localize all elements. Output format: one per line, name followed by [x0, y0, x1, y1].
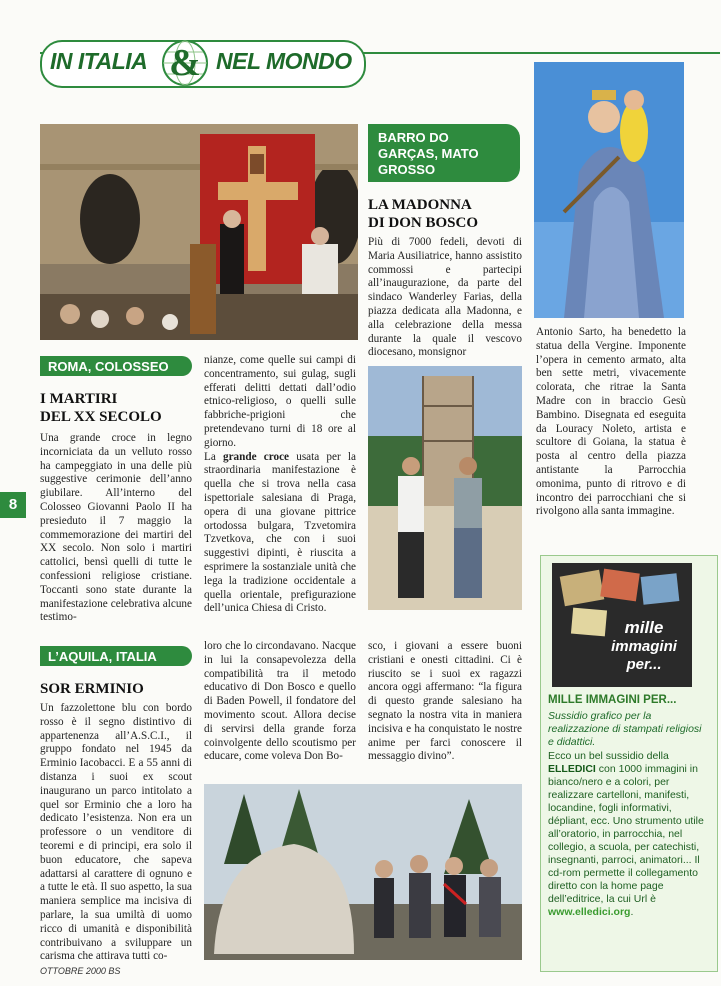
sidebar-title: MILLE IMMAGINI PER... [548, 694, 677, 706]
sidebar-brand: ELLEDICI [548, 763, 596, 775]
label-barro-line2: GARÇAS, MATO [378, 146, 479, 161]
colosseum-photo [40, 124, 358, 340]
sidebar-body [548, 750, 710, 919]
header-title-right: NEL MONDO [216, 48, 352, 74]
roma-text-bold: grande croce [223, 450, 290, 463]
globe-ampersand-icon [160, 38, 210, 88]
header-amp: & [169, 42, 201, 84]
title-madonna [368, 196, 478, 232]
roma-text-col2 [204, 354, 356, 616]
sidebar-body-pre: Ecco un bel sussidio della [548, 750, 669, 762]
sidebar-subtitle: Sussidio grafico per la realizzazione di stampati religiosi e didattici. [548, 710, 702, 748]
title-martiri [40, 390, 162, 426]
madonna-statue-photo [534, 62, 684, 318]
roma-text-col2a: nianze, come quelle sui campi di concentramento, sui gulag, sugli efferati delitti dettati dall’odio etnico-religioso, o quelli sulle fabbriche-prigioni che pretendevano turni di 18 ore al giorno. [204, 354, 356, 449]
label-barro-line3: GROSSO [378, 162, 436, 177]
cd-text-line2: immagini [611, 638, 677, 655]
roma-text-col2b-post: usata per la straordinaria manifestazione è quella che si trova nella casa ispettoriale salesiana di Praga, opera di una giovane pittrice ortodossa bulgara, Tzvetomira Tzvetkova, che con i suoi suggestivi dipinti, è riuscita a esprimere la sostanziale unità che lega la tradizione occidentale a quella orientale, prefigurazione dell’unica Chiesa di Cristo. [204, 450, 356, 615]
label-barro [368, 124, 520, 182]
sidebar-url-link[interactable]: www.elledici.org [548, 906, 631, 918]
roma-text-col1: Una grande croce in legno incorniciata da un velluto rosso ha campeggiato in una delle più suggestive cerimonie dell’anno giubilare. All’interno del Colosseo Giovanni Paolo II ha presieduto il 7 maggio la commemorazione dei martiri del XX secolo. Non solo i martiri cattolici, bensì quelli di tutte le confessioni religiose cristiane. Toccanti sono state durante la manifestazione celebrativa alcune testimo- [40, 432, 192, 624]
title-martiri-line2: DEL XX SECOLO [40, 409, 162, 425]
label-barro-line1: BARRO DO [378, 130, 449, 145]
title-madonna-line2: DI DON BOSCO [368, 215, 479, 231]
statue-construction-photo [368, 366, 522, 610]
title-madonna-line1: LA MADONNA [368, 197, 472, 213]
aquila-text-col3: sco, i giovani a essere buoni cristiani e onesti cittadini. Ci è riuscito se i suoi ex ragazzi ancora oggi affermano: “la figura di questo grande salesiano ha segnato la nostra vita in maniera incisiva e ha conquistato le nostre anime per farci conoscere il messaggio divino”. [368, 640, 522, 763]
barro-text-col1: Più di 7000 fedeli, devoti di Maria Ausiliatrice, hanno assistito commossi e partecipi all’inaugurazione, da parte del sindaco Wanderley Farias, della piazza dedicata alla Madonna, e alla celebrazione della messa durante la quale il vescovo diocesano, monsignor [368, 236, 522, 359]
cd-text-line3: per... [626, 656, 662, 673]
footer-issue: OTTOBRE 2000 BS [40, 966, 121, 976]
sidebar-body-mid: con 1000 immagini in bianco/nero e a colori, per realizzare cartelloni, manifesti, locandine, fogli informativi, dépliant, ecc. Uno strumento utile all’oratorio, in parrocchia, nel collegio, a scuola, per catechisti, insegnanti, parroci, animatori... Il cd-rom permette il collegamento diretto con la home page dell’editrice, la cui Url è [548, 763, 704, 905]
aquila-text-col1: Un fazzolettone blu con bordo rosso è il segno distintivo di appartenenza all’A.S.C.I., il gruppo fondato nel 1945 da Erminio Iacobacci. E a 55 anni di distanza i suoi ex scout inaugurano un parco intitolato a quel sor Erminio che a loro ha dedicato l’esistenza. Non era un professore o un venditore di teoremi e di principi, era solo il buon educatore, che sapeva adattarsi al carattere di ognuno e a tutte le età. Il suo aspetto, la sua maniera semplice ma incisiva di parlare, la sua umiltà di uomo ricco di umanità e disponibilità contribuivano a sviluppare un carisma che attirava tutti co- [40, 702, 192, 963]
title-sor-erminio: SOR ERMINIO [40, 681, 144, 697]
barro-text-col2: Antonio Sarto, ha benedetto la statua della Vergine. Imponente l’opera in cemento armato, alta ben sette metri, vivacemente colorata, che ritrae la Santa Madre con in braccio Gesù Bambino. Disegnata ed eseguita da Louracy Noleto, artista e scultore di Goiana, la statua è posta al centro della piazza antistante la Parrocchia omonima, punto di ritrovo e di incontro dei parrocchiani che si rivolgono alla santa immagine. [536, 326, 686, 518]
roma-text-col2b-pre: La [204, 450, 223, 463]
title-martiri-line1: I MARTIRI [40, 391, 118, 407]
aquila-text-col2: loro che lo circondavano. Nacque in lui la consapevolezza della compatibilità tra il metodo educativo di Don Bosco e quello di Baden Powell, il fondatore del movimento scout. Allora decise di servirsi della grande forza coinvolgente dello scoutismo per educare, come voleva Don Bo- [204, 640, 356, 763]
cd-cover-image [552, 563, 692, 687]
park-inauguration-photo [204, 784, 522, 960]
sidebar-body-end: . [630, 906, 634, 918]
label-roma: ROMA, COLOSSEO [40, 356, 192, 376]
page-number: 8 [0, 492, 26, 518]
header-title-left: IN ITALIA [50, 48, 148, 74]
label-aquila: L’AQUILA, ITALIA [40, 646, 192, 666]
cd-text-line1: mille [624, 618, 664, 637]
